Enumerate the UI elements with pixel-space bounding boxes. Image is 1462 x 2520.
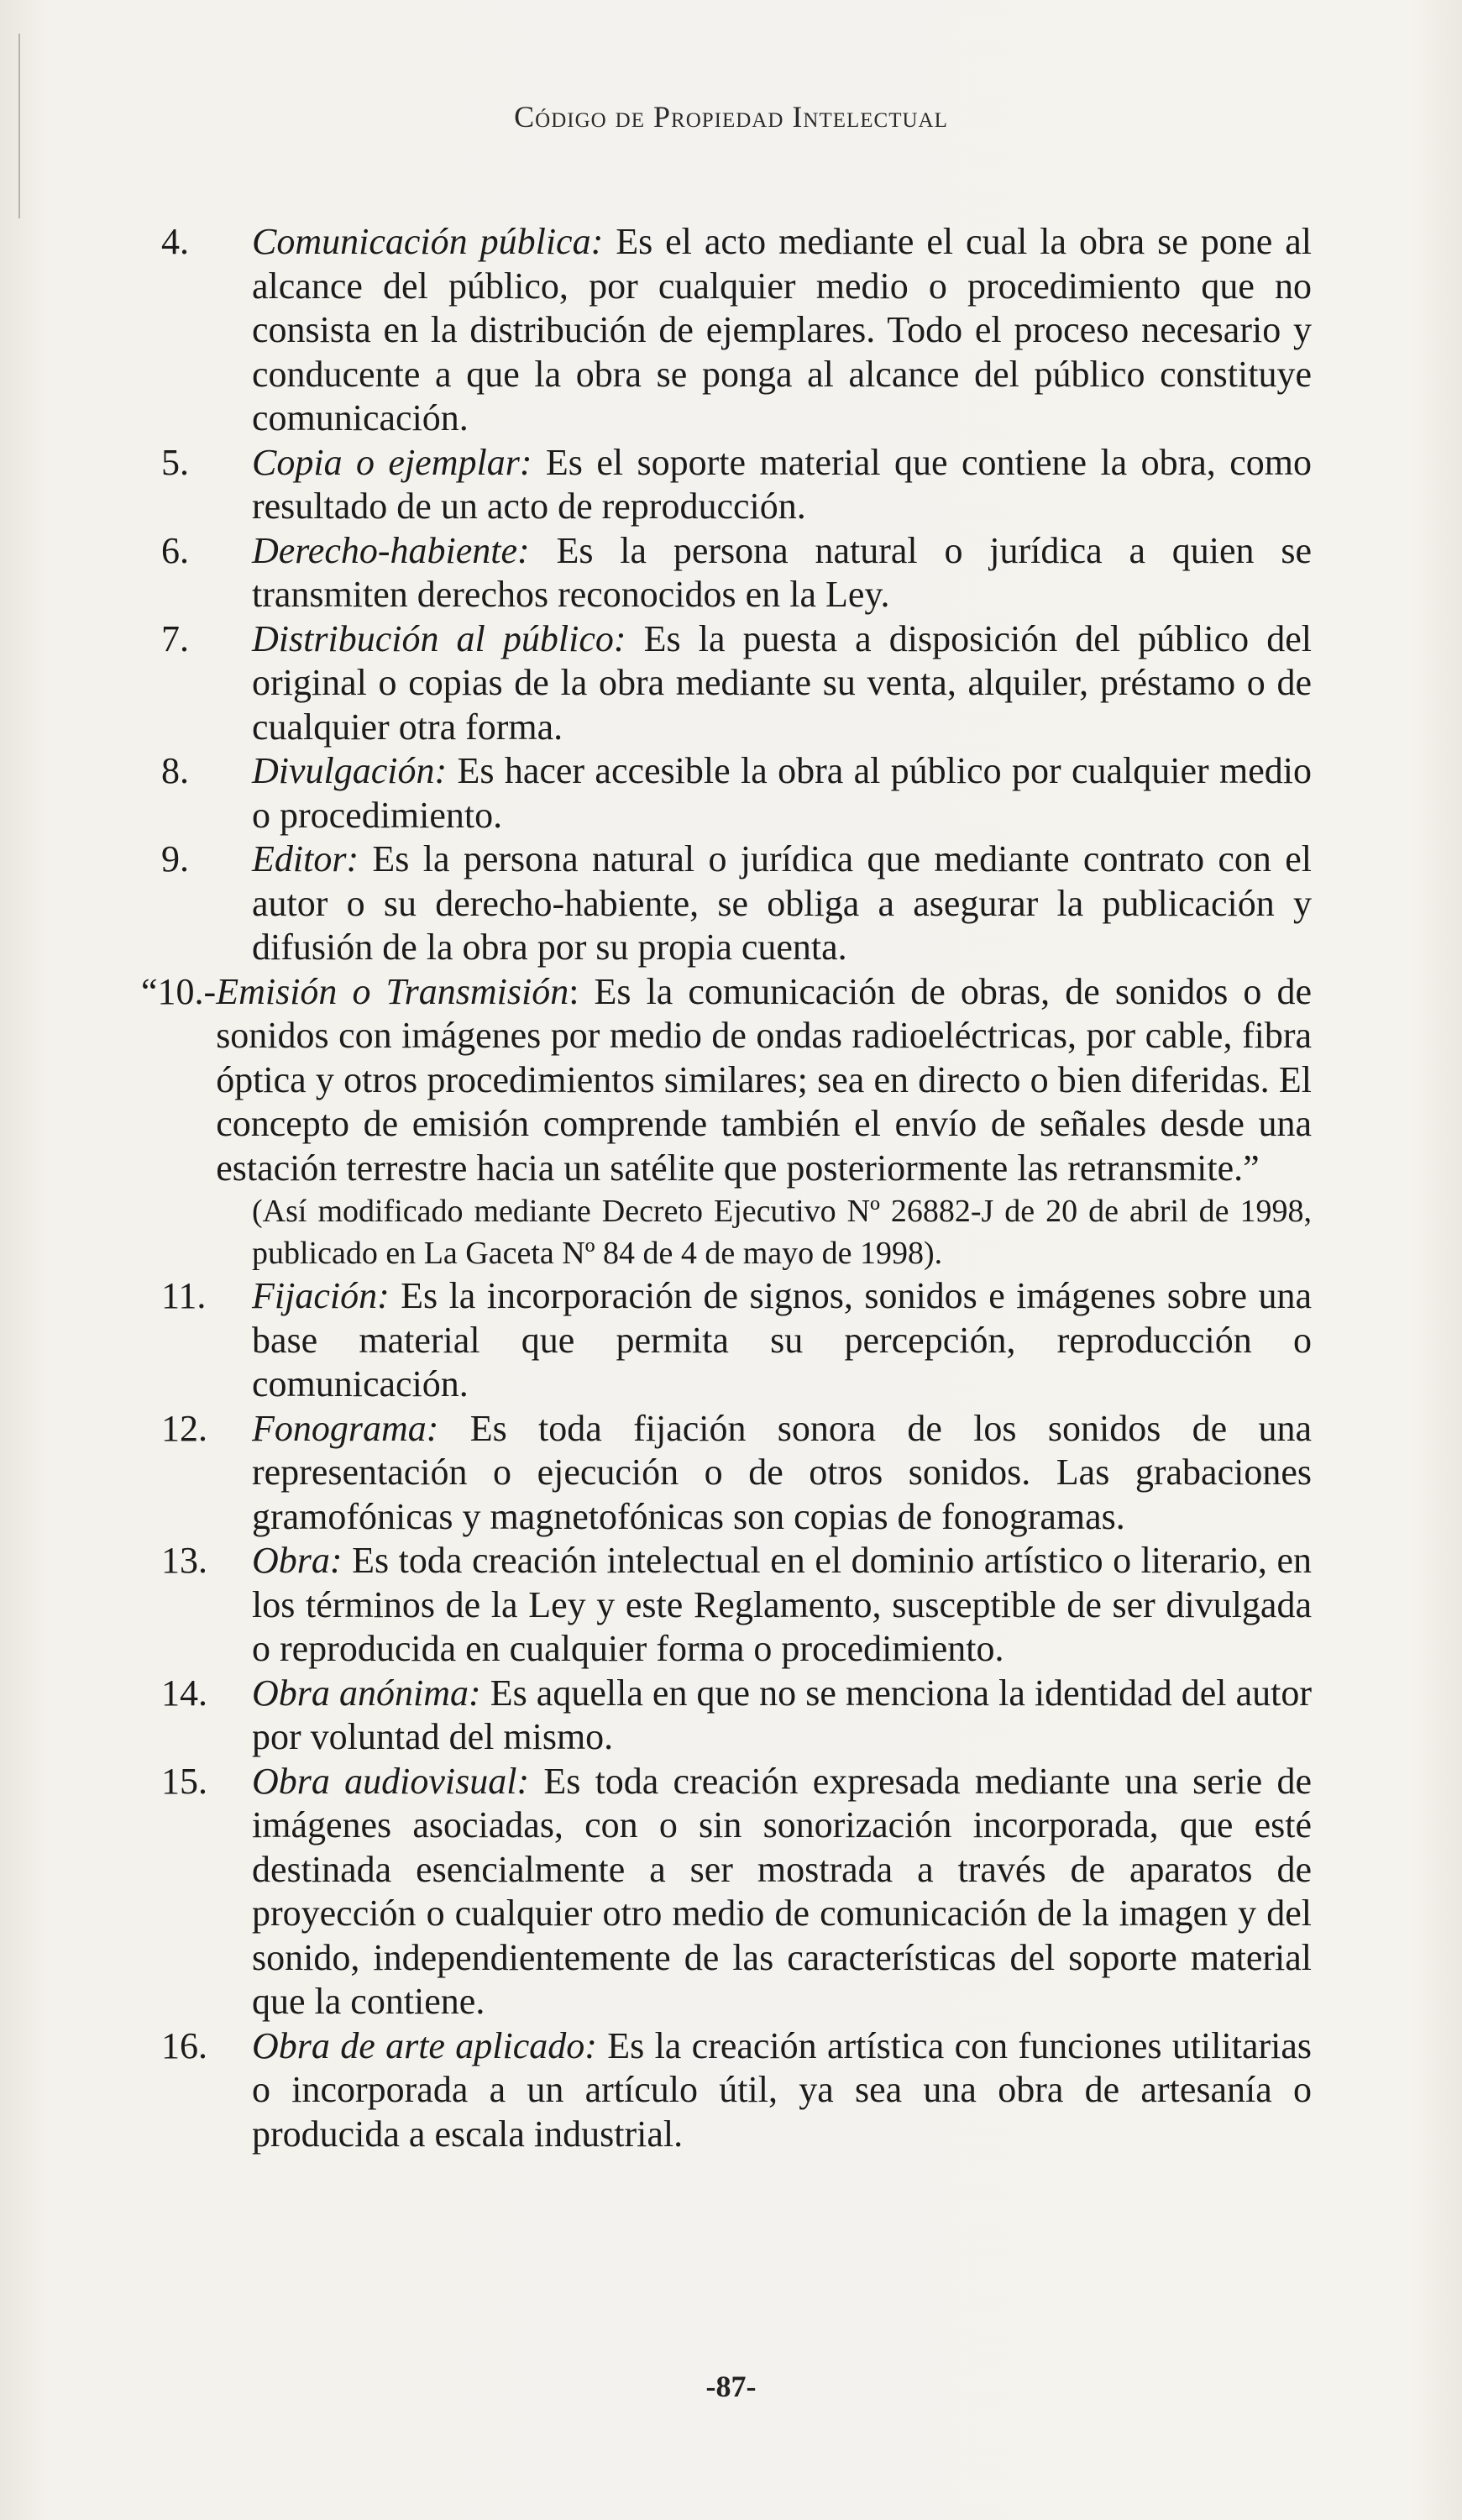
item-text: Es toda fijación sonora de los sonidos de una representación o ejecución o de otros sonidos. Las grabaciones gramofónicas y magnetofónicas son copias de fonogramas. xyxy=(252,1407,1312,1537)
page-number: -87- xyxy=(705,2370,757,2403)
item-number: 15. xyxy=(161,1760,207,1802)
item-body xyxy=(252,749,1312,837)
item-term: Obra: xyxy=(252,1540,343,1581)
amendment-note: (Así modificado mediante Decreto Ejecutivo Nº 26882-J de 20 de abril de 1998, publicado en La Gaceta Nº 84 de 4 de mayo de 1998). xyxy=(252,1194,1312,1271)
item-term: Fonograma: xyxy=(252,1407,439,1449)
item-body xyxy=(252,1274,1312,1407)
item-body xyxy=(252,617,1312,750)
definition-item-amended xyxy=(141,970,1312,1191)
definition-item xyxy=(161,1407,1312,1540)
item-number: 13. xyxy=(161,1540,207,1581)
item-number: 11. xyxy=(161,1275,207,1316)
item-term: Comunicación pública: xyxy=(252,221,604,262)
definition-item xyxy=(161,220,1312,441)
item-body xyxy=(252,1760,1312,2024)
item-body xyxy=(252,1672,1312,1760)
item-term: Obra audiovisual: xyxy=(252,1760,530,1802)
item-text: : Es la comunicación de obras, de sonidos o de sonidos con imágenes por medio de ondas radioeléctricas, por cable, fibra óptica y otros procedimientos similares; sea en directo o bien diferidas. El concepto de emisión comprende también el envío de señales desde una estación terrestre hacia un satélite que posteriormente las retransmite.” xyxy=(216,970,1312,1189)
definition-item xyxy=(161,1274,1312,1407)
item-text: Es toda creación expresada mediante una serie de imágenes asociadas, con o sin sonorización incorporada, que esté destinada esencialmente a ser mostrada a través de aparatos de proyección o cualquier otro medio de comunicación de la imagen y del sonido, independientemente de las características del soporte material que la contiene. xyxy=(252,1760,1312,2022)
item-body xyxy=(252,1407,1312,1540)
definition-item xyxy=(161,441,1312,529)
item-number: 14. xyxy=(161,1672,207,1714)
item-term: Fijación: xyxy=(252,1275,390,1316)
definition-item xyxy=(161,1539,1312,1672)
definitions-list xyxy=(141,220,1313,2156)
item-text: Es hacer accesible la obra al público por cualquier medio o procedimiento. xyxy=(252,750,1312,836)
item-term: Emisión o Transmisión xyxy=(216,970,569,1012)
definition-item xyxy=(161,837,1312,970)
item-text: Es toda creación intelectual en el dominio artístico o literario, en los términos de la Ley y este Reglamento, susceptible de ser divulgada o reproducida en cualquier forma o procedimiento. xyxy=(252,1540,1312,1669)
item-body xyxy=(252,837,1312,970)
item-term: Obra de arte aplicado: xyxy=(252,2024,597,2066)
definition-item xyxy=(161,529,1312,617)
item-number: “10.- xyxy=(141,970,217,1012)
item-text: Es la persona natural o jurídica que mediante contrato con el autor o su derecho-habiente, se obliga a asegurar la publicación y difusión de la obra por su propia cuenta. xyxy=(252,838,1312,968)
item-text: Es la puesta a disposición del público del original o copias de la obra mediante su venta, alquiler, préstamo o de cualquier otra forma. xyxy=(252,617,1313,748)
definition-item xyxy=(161,2024,1312,2157)
definition-item xyxy=(161,1672,1312,1760)
definition-item xyxy=(161,1760,1312,2024)
item-text: Es el soporte material que contiene la obra, como resultado de un acto de reproducción. xyxy=(252,441,1312,527)
item-number: 12. xyxy=(161,1407,207,1449)
item-body xyxy=(216,970,1312,1191)
item-body xyxy=(252,441,1312,529)
item-term: Derecho-habiente: xyxy=(252,529,530,571)
item-text: Es la persona natural o jurídica a quien se transmiten derechos reconocidos en la Ley. xyxy=(252,529,1312,615)
item-term: Obra anónima: xyxy=(252,1672,481,1714)
item-body xyxy=(252,529,1312,617)
item-text: Es la creación artística con funciones utilitarias o incorporada a un artículo útil, ya sea una obra de artesanía o producida a escala industrial. xyxy=(252,2024,1312,2155)
item-body xyxy=(252,1539,1312,1672)
definition-item xyxy=(161,749,1312,837)
item-number: 9. xyxy=(161,838,189,879)
item-text: Es la incorporación de signos, sonidos e imágenes sobre una base material que permita su percepción, reproducción o comunicación. xyxy=(252,1275,1312,1404)
item-number: 7. xyxy=(161,617,189,659)
definition-item xyxy=(161,617,1312,750)
item-number: 6. xyxy=(161,529,189,571)
item-term: Divulgación: xyxy=(252,750,448,791)
item-number: 4. xyxy=(161,221,189,262)
item-term: Copia o ejemplar: xyxy=(252,441,532,483)
item-term: Distribución al público: xyxy=(252,617,626,659)
item-text: Es el acto mediante el cual la obra se pone al alcance del público, por cualquier medio o procedimiento que no consista en la distribución de ejemplares. Todo el proceso necesario y conducente a que la obra se ponga al alcance del público constituye comunicación. xyxy=(252,221,1312,438)
item-text: Es aquella en que no se menciona la identidad del autor por voluntad del mismo. xyxy=(252,1672,1312,1757)
item-number: 8. xyxy=(161,750,189,791)
item-number: 16. xyxy=(161,2024,207,2066)
item-body xyxy=(252,220,1312,441)
item-term: Editor: xyxy=(252,838,359,879)
item-body xyxy=(252,2024,1312,2157)
running-header: Código de Propiedad Intelectual xyxy=(514,100,948,134)
item-number: 5. xyxy=(161,441,189,483)
